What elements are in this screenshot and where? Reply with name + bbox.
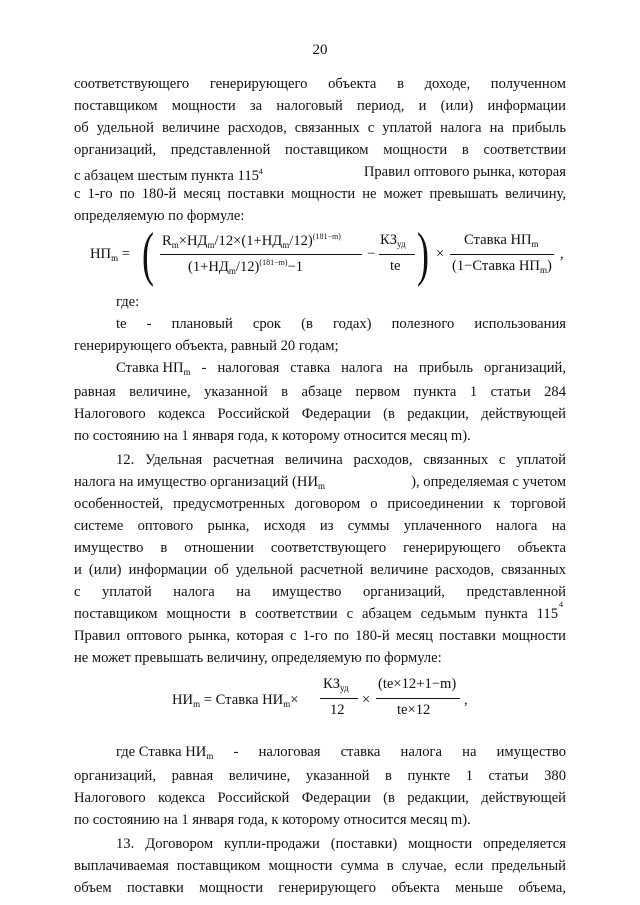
- paragraph-line: соответствующего генерирующего объекта в доходе, полученном: [74, 76, 566, 92]
- fraction-bar: [450, 254, 554, 255]
- paragraph-line: организаций, равная величине, указанной в пункте 1 статьи 380: [74, 768, 566, 784]
- text-run: где Ставка $НИ_m$: [116, 744, 214, 761]
- formula-np: [0, 221, 640, 290]
- formula-comma: ,: [560, 246, 564, 262]
- paragraph-line: [116, 358, 566, 382]
- paragraph-line: по состоянию на 1 января года, к которому относится месяц m).: [74, 812, 471, 828]
- paragraph-line: равная величине, указанной в абзаце первом пункта 1 статьи 284: [74, 384, 566, 400]
- paragraph-line: организаций, представленной поставщиком мощности в соответствии: [74, 142, 566, 158]
- right-paren: ): [417, 221, 429, 287]
- paragraph-line: не может превышать величину, определяемую по формуле:: [74, 650, 442, 666]
- text-run: - налоговая ставка налога на прибыль организаций,: [190, 360, 566, 376]
- kz-denominator: te: [390, 258, 401, 274]
- formula-minus: −: [367, 246, 376, 262]
- paragraph-line: Правил оптового рынка, которая с 1-го по 180-й месяц поставки мощности: [74, 628, 566, 644]
- paragraph-line: 12. Удельная расчетная величина расходов, связанных с уплатой: [116, 452, 566, 468]
- text-run: налога на имущество организаций ($НИ_m$: [74, 474, 326, 491]
- kz-denominator: 12: [330, 702, 345, 718]
- paragraph-line: [116, 742, 566, 766]
- formula-lhs: $НП_m$ =: [90, 246, 130, 263]
- formula-comma: ,: [464, 692, 468, 708]
- formula-times: ×: [362, 692, 371, 708]
- text-run: Ставка $НП_m$: [116, 360, 191, 377]
- text-run: Правил оптового рынка, которая: [363, 164, 566, 180]
- rate-denominator: (1−Ставка $НП_m$): [452, 258, 552, 275]
- fraction-bar: [376, 698, 460, 699]
- fraction-bar: [320, 698, 358, 699]
- paragraph-line: по состоянию на 1 января года, к которому относится месяц m).: [74, 428, 471, 444]
- fraction-bar: [379, 254, 415, 255]
- paragraph-line: и (или) информации об удельной расчетной величине расходов, связанных: [74, 562, 566, 578]
- paragraph-line: с 1-го по 180-й месяц поставки мощности не может превышать величину,: [74, 186, 566, 202]
- paragraph-line: 13. Договором купли-продажи (поставки) мощности определяется: [116, 836, 566, 852]
- superscript: 4: [258, 167, 263, 176]
- where-label: где:: [116, 294, 140, 310]
- formula-numerator: $R_m\times НД_m/12\times(1+НД_m/12)^{(181-m)}$: [162, 232, 341, 250]
- paragraph-line: Налогового кодекса Российской Федерации (в редакции, действующей: [74, 406, 566, 422]
- text-run: - налоговая ставка налога на имущество: [213, 744, 566, 760]
- formula-ni: [0, 676, 640, 728]
- paragraph-line: выплачиваемая поставщиком мощности сумма в случае, если предельный: [74, 858, 566, 874]
- paragraph-line: [74, 162, 566, 186]
- paragraph-line: с уплатой налога на имущество организаций, представленной: [74, 584, 566, 600]
- paragraph-line: системе оптового рынка, исходя из суммы уплаченного налога на: [74, 518, 566, 534]
- paragraph-line: поставщиком мощности в соответствии с абзацем седьмым пункта 115: [74, 606, 558, 622]
- paragraph-line: определяемую по формуле:: [74, 208, 245, 224]
- ni-denominator: te×12: [397, 702, 431, 718]
- paragraph-line: te - плановый срок (в годах) полезного использования: [116, 316, 566, 332]
- left-paren: (: [142, 221, 154, 287]
- text-run: с абзацем шестым пункта $115^4$: [74, 167, 263, 184]
- formula-times: ×: [436, 246, 445, 262]
- fraction-bar: [160, 254, 362, 255]
- text-run: ), определяемая с учетом: [411, 474, 566, 490]
- ni-numerator: (te×12+1−m): [378, 676, 457, 692]
- paragraph-line: [74, 472, 566, 496]
- paragraph-line: об удельной величине расходов, связанных с уплатой налога на прибыль: [74, 120, 566, 136]
- kz-numerator: $КЗ_{уд}$: [323, 676, 349, 693]
- formula-denominator: $(1+НД_m/12)^{(181-m)}-1$: [188, 258, 304, 276]
- paragraph-line: объем поставки мощности генерирующего объекта меньше объема,: [74, 880, 566, 896]
- superscript: 4: [559, 600, 563, 609]
- kz-numerator: $КЗ_{уд}$: [380, 232, 406, 249]
- paragraph-line: Налогового кодекса Российской Федерации (в редакции, действующей: [74, 790, 566, 806]
- formula-lhs: $НИ_m$ = Ставка $НИ_m\times$: [172, 692, 299, 709]
- rate-numerator: Ставка $НП_m$: [464, 232, 539, 249]
- paragraph-line: имущество в отношении соответствующего генерирующего объекта: [74, 540, 566, 556]
- paragraph-line: особенностей, предусмотренных договором о присоединении к торговой: [74, 496, 566, 512]
- paragraph-line: генерирующего объекта, равный 20 годам;: [74, 338, 339, 354]
- paragraph-line: поставщиком мощности за налоговый период, и (или) информации: [74, 98, 566, 114]
- page-number: 20: [312, 42, 328, 58]
